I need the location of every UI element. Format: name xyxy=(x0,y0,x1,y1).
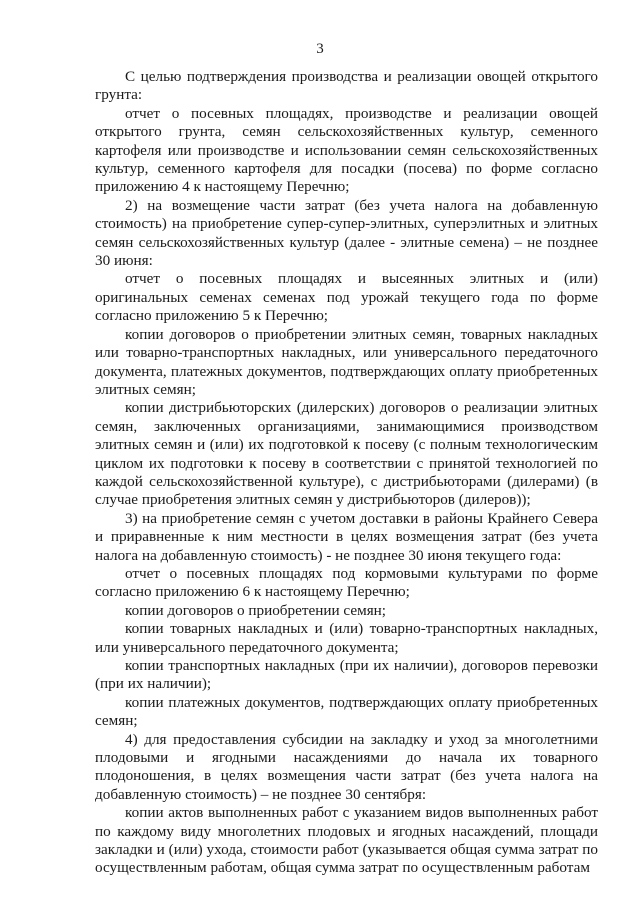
document-body xyxy=(95,68,598,878)
paragraph: копии транспортных накладных (при их наличии), договоров перевозки (при их наличии); xyxy=(95,657,598,693)
paragraph: С целью подтверждения производства и реализации овощей открытого грунта: xyxy=(95,68,598,104)
paragraph: отчет о посевных площадях под кормовыми культурами по форме согласно приложению 6 к настоящему Перечню; xyxy=(95,564,598,601)
paragraph: копии договоров о приобретении семян; xyxy=(125,601,387,619)
paragraph: копии товарных накладных и (или) товарно-транспортных накладных, или универсального передаточного документа; xyxy=(95,620,598,656)
paragraph: копии актов выполненных работ с указанием видов выполненных работ по каждому виду многолетних плодовых и ягодных насаждений, площади закладки и (или) ухода, стоимости работ (указывается общая сумма затрат по осуществленным работам, общая сумма затрат по осуществленным работам xyxy=(95,804,598,877)
paragraph: 2) на возмещение части затрат (без учета налога на добавленную стоимость) на приобретение супер-супер-элитных, суперэлитных и элитных семян сельскохозяйственных культур (далее - элитные семена) – не позднее 30 июня: xyxy=(95,196,598,270)
paragraph: копии платежных документов, подтверждающих оплату приобретенных семян; xyxy=(95,693,598,730)
paragraph: копии дистрибьюторских (дилерских) договоров о реализации элитных семян, заключенных организациями, занимающимися производством элитных семян и (или) их подготовкой к посеву (с полным технологическим циклом их подготовки к посеву в соответствии с принятой технологией по каждой сельскохозяйственной культуре), с дистрибьюторами (дилерами) (в случае приобретения элитных семян у дистрибьюторов (дилеров)); xyxy=(95,399,598,509)
paragraph: отчет о посевных площадях, производстве и реализации овощей открытого грунта, семян сельскохозяйственных культур, семенного картофеля или производстве и использовании семян сельскохозяйственных культур, семенного картофеля для посадки (посева) по форме согласно приложению 4 к настоящему Перечню; xyxy=(95,104,598,196)
paragraph: 4) для предоставления субсидии на закладку и уход за многолетними плодовыми и ягодными насаждениями до начала их товарного плодоношения, в целях возмещения части затрат (без учета налога на добавленную стоимость) – не позднее 30 сентября: xyxy=(95,730,598,803)
paragraph: копии договоров о приобретении элитных семян, товарных накладных или товарно-транспортных накладных, или универсального передаточного документа, платежных документов, подтверждающих оплату приобретенных элитных семян; xyxy=(95,325,598,398)
paragraph: 3) на приобретение семян с учетом доставки в районы Крайнего Севера и приравненные к ним местности в целях возмещения затрат (без учета налога на добавленную стоимость) - не позднее 30 июня текущего года: xyxy=(95,509,598,564)
page-number: 3 xyxy=(316,41,324,57)
paragraph: отчет о посевных площадях и высеянных элитных и (или) оригинальных семенах семенах под урожай текущего года по форме согласно приложению 5 к Перечню; xyxy=(95,270,598,325)
